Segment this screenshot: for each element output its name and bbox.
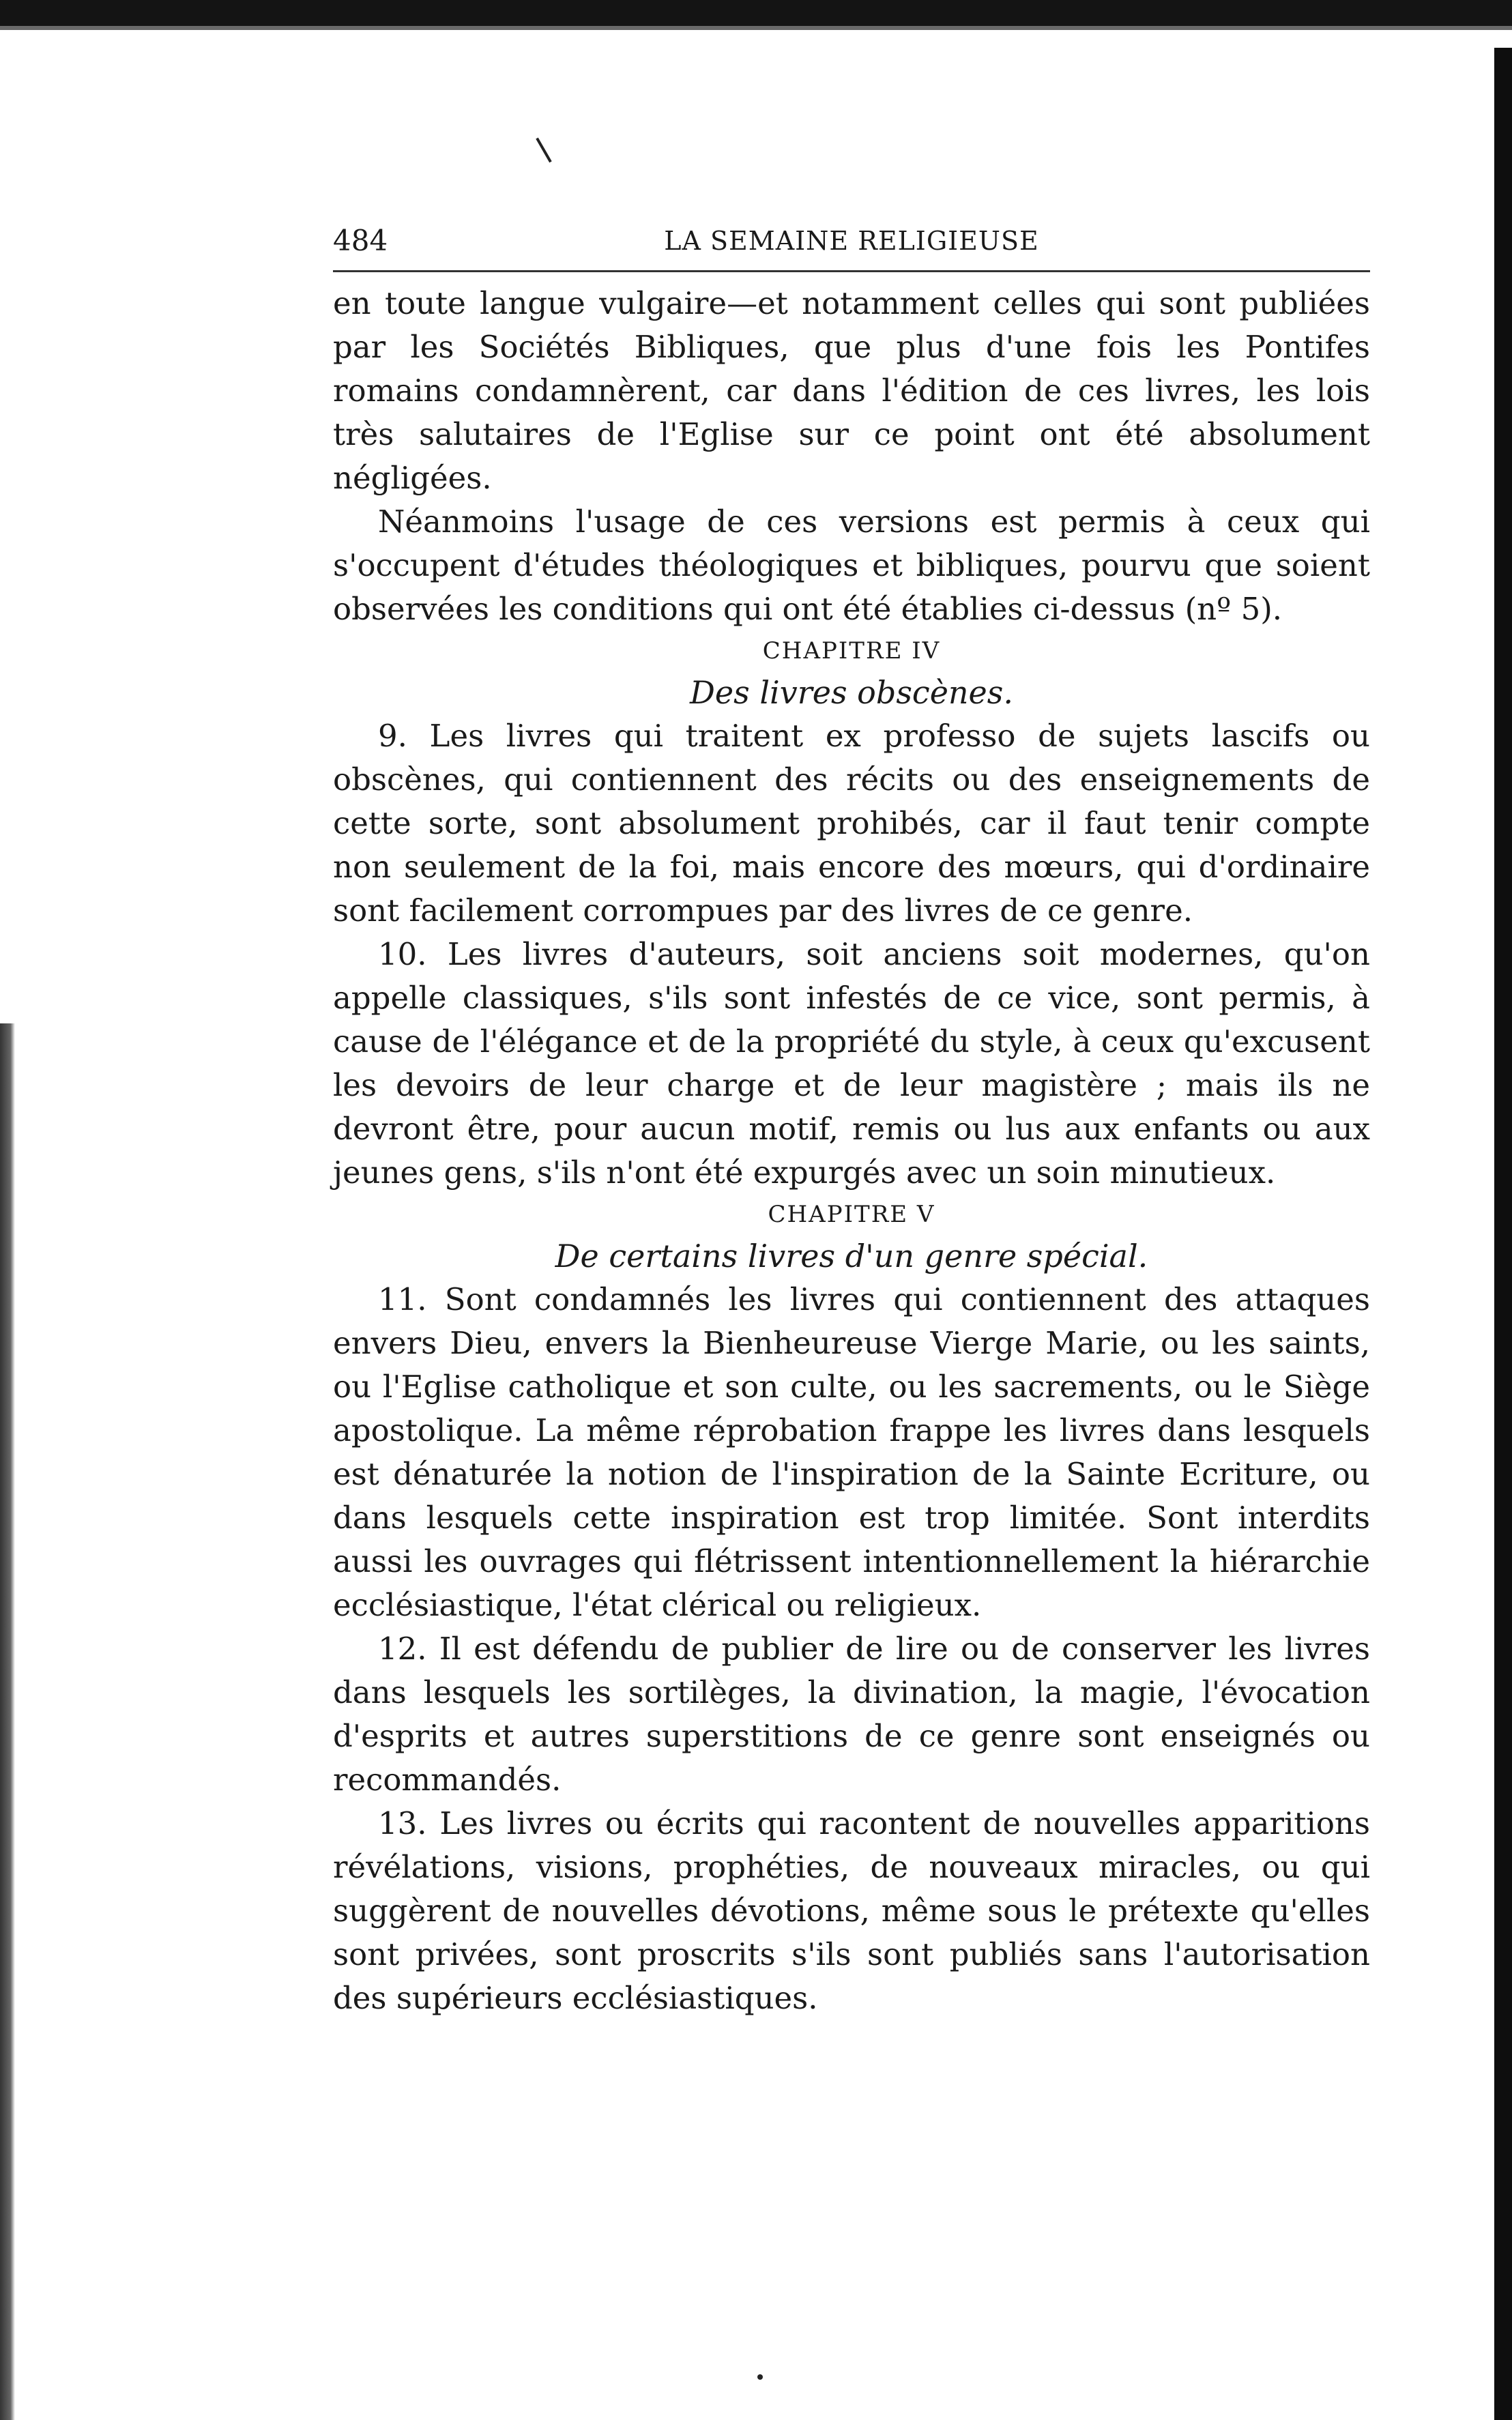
paragraph: Néanmoins l'usage de ces versions est permis à ceux qui s'occupent d'études théologiques et bibliques, pourvu que soient observées les conditions qui ont été établies ci-dessus (nº 5). — [333, 504, 1370, 627]
paragraph: 10. Les livres d'auteurs, soit anciens soit modernes, qu'on appelle classiques, s'ils sont infestés de ce vice, sont permis, à cause de l'élégance et de la propriété du style, à ceux qu'excusent les devoirs de leur charge et de leur magistère ; mais ils ne devront être, pour aucun motif, remis ou lus aux enfants ou aux jeunes gens, s'ils n'ont été expurgés avec un soin minutieux. — [333, 936, 1370, 1191]
scan-border-top — [0, 0, 1512, 48]
page-header — [333, 217, 1370, 265]
scan-speck — [536, 138, 551, 163]
chapter-heading: CHAPITRE V — [768, 1201, 935, 1228]
paragraph: 13. Les livres ou écrits qui racontent de nouvelles apparitions révélations, visions, prophéties, de nouveaux miracles, ou qui suggèrent de nouvelles dévotions, même sous le prétexte qu'elles sont privées, sont proscrits s'ils sont publiés sans l'autorisation des supérieurs ecclésiastiques. — [333, 1805, 1370, 2016]
scan-speck — [757, 2374, 763, 2380]
paragraph: 9. Les livres qui traitent ex professo de sujets lascifs ou obscènes, qui contiennent des récits ou des enseignements de cette sorte, sont absolument prohibés, car il faut tenir compte non seulement de la foi, mais encore des mœurs, qui d'ordinaire sont facilement corrompues par des livres de ce genre. — [333, 718, 1370, 929]
scan-border-left — [0, 1023, 15, 2420]
page — [333, 217, 1370, 2020]
chapter-title: Des livres obscènes. — [690, 674, 1013, 711]
paragraph: 11. Sont condamnés les livres qui contiennent des attaques envers Dieu, envers la Bienheureuse Vierge Marie, ou les saints, ou l'Eglise catholique et son culte, ou les sacrements, ou le Siège apostolique. La même réprobation frappe les livres dans lesquels est dénaturée la notion de l'inspiration de la Sainte Ecriture, ou dans lesquels cette inspiration est trop limitée. Sont interdits aussi les ouvrages qui flétrissent intentionnellement la hiérarchie ecclésiastique, l'état clérical ou religieux. — [333, 1281, 1370, 1623]
body-text — [333, 282, 1370, 2020]
paragraph: en toute langue vulgaire—et notamment celles qui sont publiées par les Sociétés Bibliques, que plus d'une fois les Pontifes romains condamnèrent, car dans l'édition de ces livres, les lois très salutaires de l'Eglise sur ce point ont été absolument négligées. — [333, 285, 1370, 496]
page-number: 484 — [333, 224, 388, 257]
paragraph: 12. Il est défendu de publier de lire ou de conserver les livres dans lesquels les sortilèges, la divination, la magie, l'évocation d'esprits et autres superstitions de ce genre sont enseignés ou recommandés. — [333, 1631, 1370, 1798]
scan-border-right — [1494, 48, 1512, 2420]
header-rule — [333, 270, 1370, 272]
chapter-heading: CHAPITRE IV — [762, 637, 941, 665]
running-title: LA SEMAINE RELIGIEUSE — [664, 226, 1039, 256]
chapter-title: De certains livres d'un genre spécial. — [555, 1238, 1148, 1274]
